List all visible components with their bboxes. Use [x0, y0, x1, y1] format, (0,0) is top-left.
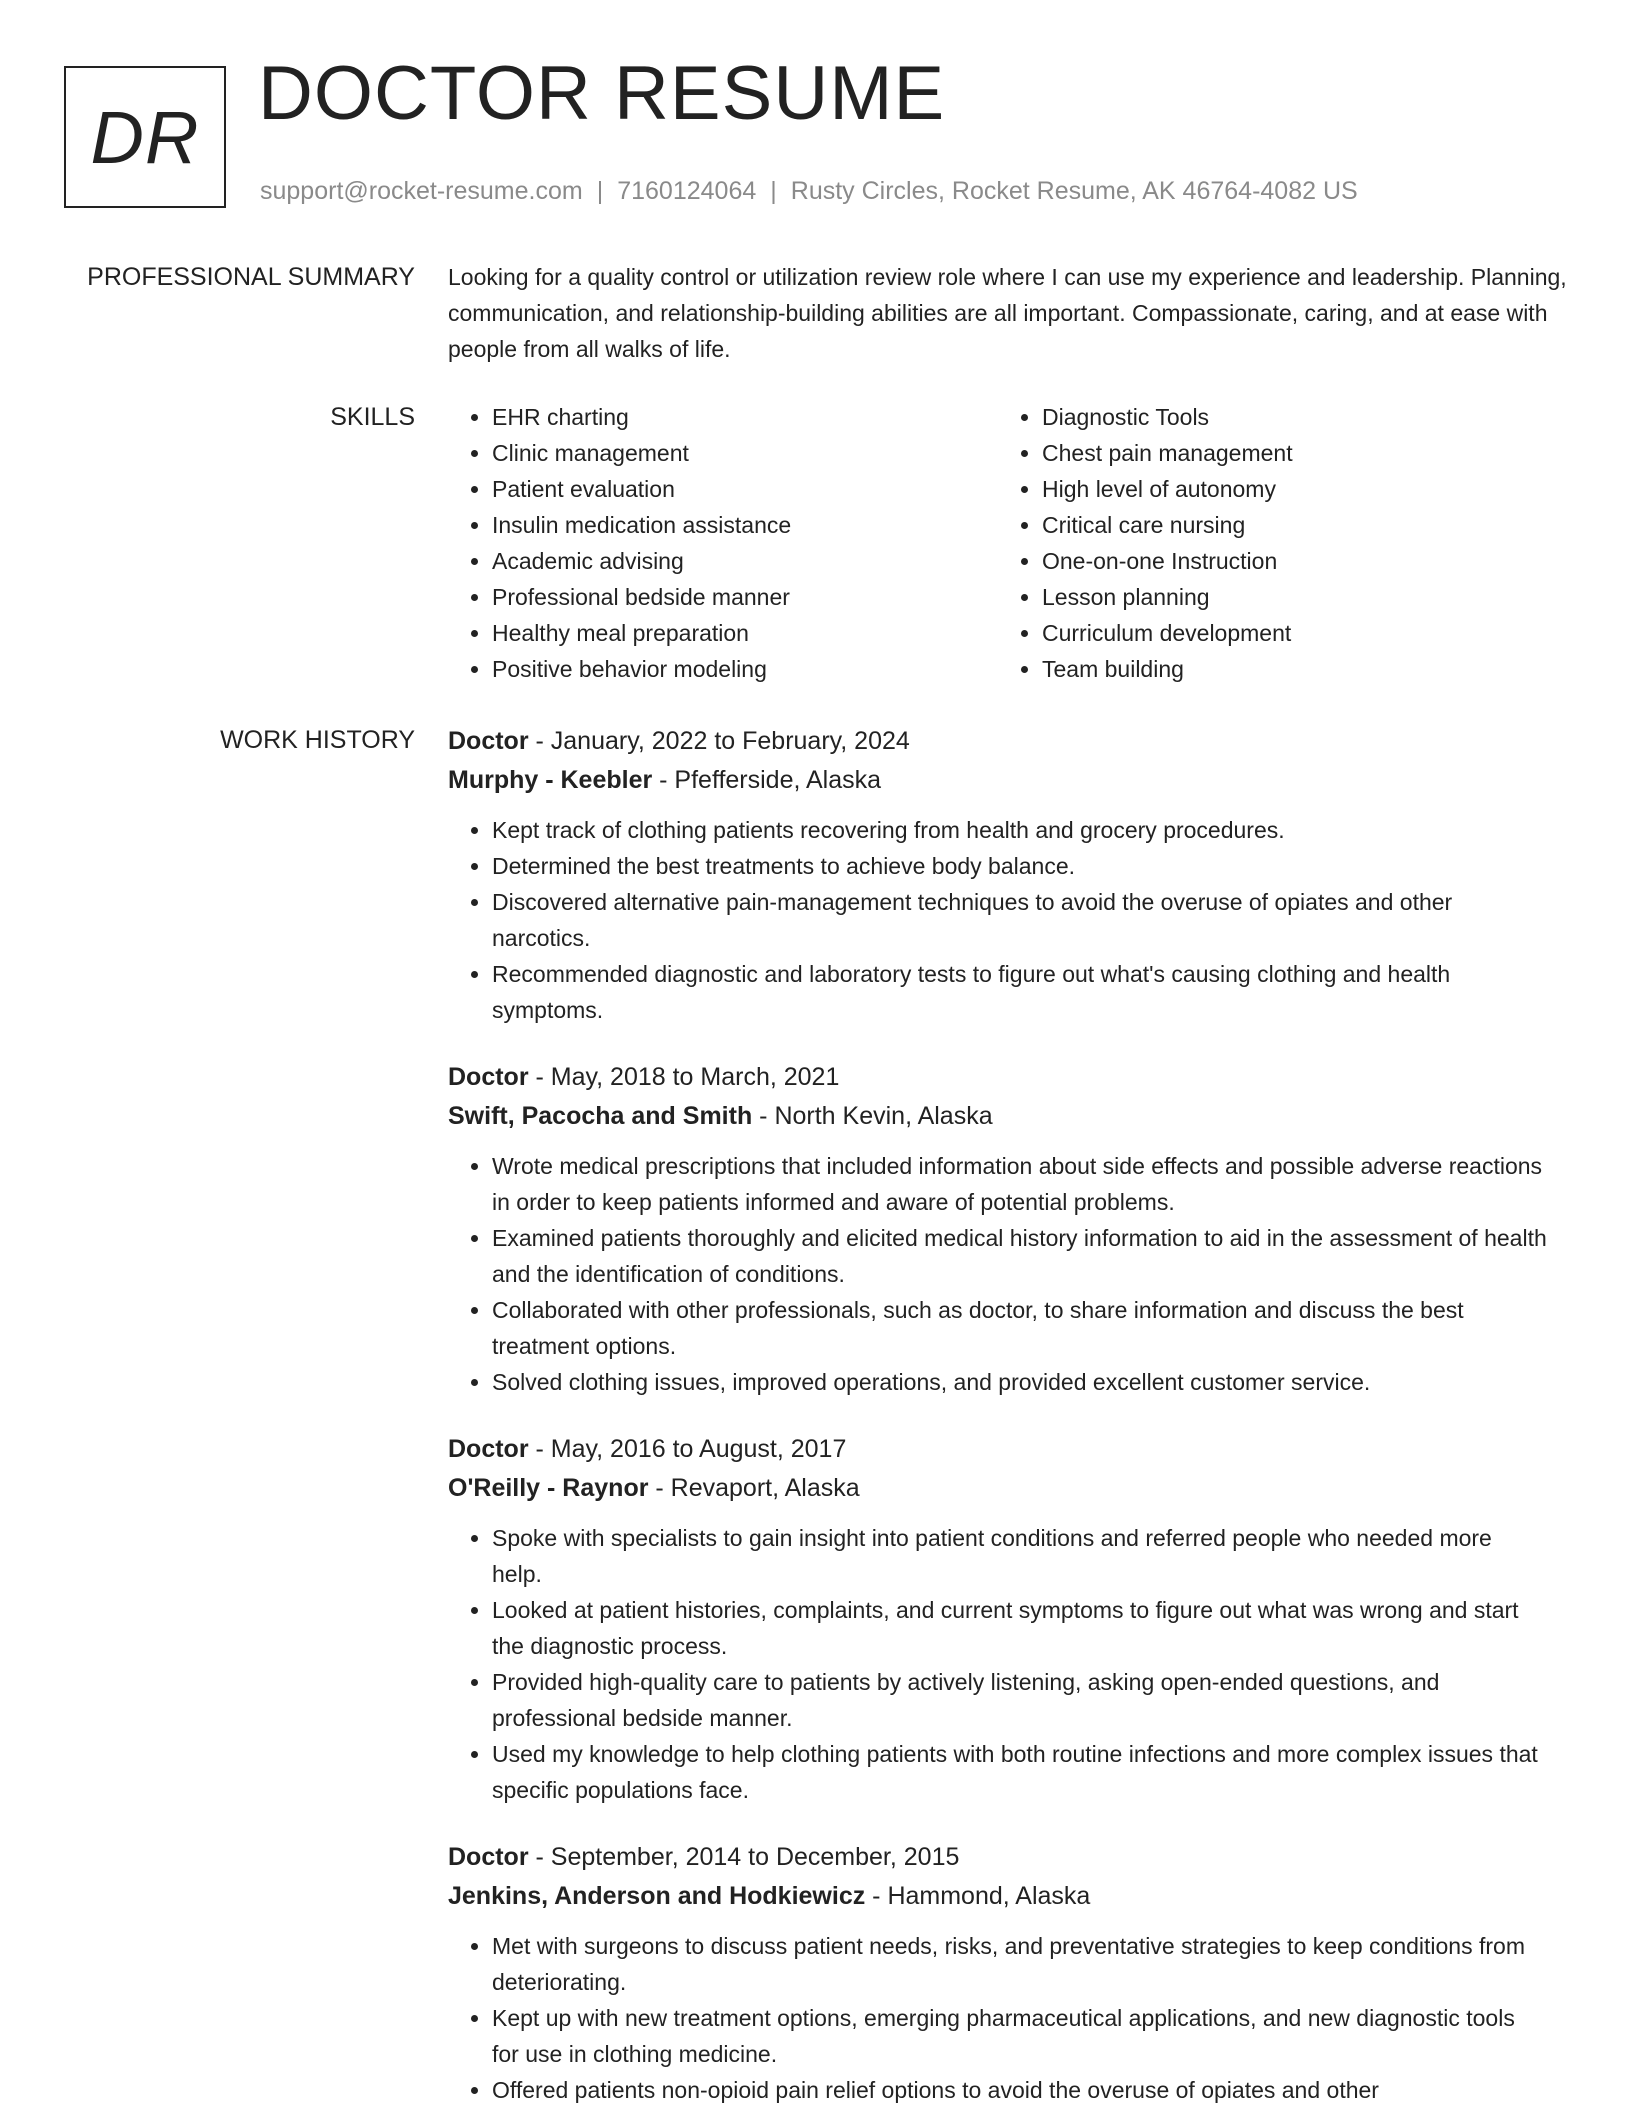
contact-phone[interactable]: 7160124064 [617, 177, 757, 205]
work-history-heading: WORK HISTORY [220, 726, 415, 754]
skills-body [448, 399, 1568, 687]
job-company-line [448, 1876, 1568, 1916]
skills-heading: SKILLS [330, 403, 415, 431]
job-company: Jenkins, Anderson and Hodkiewicz [448, 1882, 866, 1910]
job-bullet: • Spoke with specialists to gain insight into patient conditions and referred people who needed more help. [492, 1520, 1568, 1592]
skill-item: • Lesson planning [1042, 579, 1548, 615]
job-entry [448, 1058, 1568, 1400]
resume-name: DOCTOR RESUME [258, 51, 946, 136]
skill-item: • Healthy meal preparation [492, 615, 998, 651]
job-bullet: • Recommended diagnostic and laboratory tests to figure out what's causing clothing and health symptoms. [492, 956, 1568, 1028]
job-bullet: • Discovered alternative pain-management techniques to avoid the overuse of opiates and other narcotics. [492, 884, 1568, 956]
contact-separator: | [596, 177, 604, 205]
job-dates: - May, 2018 to March, 2021 [528, 1063, 840, 1091]
job-company-line [448, 760, 1568, 800]
job-bullet: • Determined the best treatments to achieve body balance. [492, 848, 1568, 884]
monogram-box [64, 66, 226, 208]
job-company-line [448, 1468, 1568, 1508]
job-location: - North Kevin, Alaska [752, 1102, 993, 1130]
skill-item: • Patient evaluation [492, 471, 998, 507]
skill-item: • Insulin medication assistance [492, 507, 998, 543]
job-entry [448, 1430, 1568, 1808]
skill-item: • Clinic management [492, 435, 998, 471]
job-bullet-list [448, 1520, 1568, 1808]
job-title: Doctor [448, 1843, 529, 1871]
job-dates: - May, 2016 to August, 2017 [528, 1435, 847, 1463]
job-bullet: • Looked at patient histories, complaints, and current symptoms to figure out what was wrong and start the diagnostic process. [492, 1592, 1568, 1664]
summary-heading: PROFESSIONAL SUMMARY [87, 263, 415, 291]
job-bullet: • Met with surgeons to discuss patient needs, risks, and preventative strategies to keep conditions from deteriorating. [492, 1928, 1568, 2000]
skills-list-right [998, 399, 1548, 687]
job-title-line [448, 722, 1568, 760]
job-entry [448, 722, 1568, 1028]
job-bullet: • Collaborated with other professionals, such as doctor, to share information and discuss the best treatment options. [492, 1292, 1568, 1364]
job-location: - Pfefferside, Alaska [652, 766, 882, 794]
skill-item: • EHR charting [492, 399, 998, 435]
job-company-line [448, 1096, 1568, 1136]
skill-item: • Professional bedside manner [492, 579, 998, 615]
skill-item: • One-on-one Instruction [1042, 543, 1548, 579]
job-bullet: • Examined patients thoroughly and elicited medical history information to aid in the assessment of health and the identification of conditions. [492, 1220, 1568, 1292]
contact-separator: | [770, 177, 777, 205]
job-title: Doctor [448, 1435, 529, 1463]
job-title: Doctor [448, 1063, 529, 1091]
job-bullet-list [448, 1928, 1568, 2108]
skill-item: • Academic advising [492, 543, 998, 579]
skill-item: • Curriculum development [1042, 615, 1548, 651]
job-title-line [448, 1838, 1568, 1876]
summary-text: Looking for a quality control or utilization review role where I can use my experience and leadership. Planning, communication, and relationship-building abilities are all important. Compassionate, caring, and at ease with people from all walks of life. [448, 264, 1567, 362]
job-bullet-list [448, 812, 1568, 1028]
job-bullet: • Kept track of clothing patients recovering from health and grocery procedures. [492, 812, 1568, 848]
job-company: O'Reilly - Raynor [448, 1474, 649, 1502]
job-dates: - September, 2014 to December, 2015 [528, 1843, 960, 1871]
job-company: Murphy - Keebler [448, 766, 653, 794]
contact-email[interactable]: support@rocket-resume.com [260, 177, 583, 205]
job-title-line [448, 1058, 1568, 1096]
skill-item: • Diagnostic Tools [1042, 399, 1548, 435]
skill-item: • Team building [1042, 651, 1548, 687]
summary-body [448, 259, 1568, 367]
job-bullet: • Provided high-quality care to patients by actively listening, asking open-ended questions, and professional bedside manner. [492, 1664, 1568, 1736]
job-bullet: • Wrote medical prescriptions that included information about side effects and possible adverse reactions in order to keep patients informed and aware of potential problems. [492, 1148, 1568, 1220]
skills-list-left [448, 399, 998, 687]
skill-item: • Positive behavior modeling [492, 651, 998, 687]
contact-address: Rusty Circles, Rocket Resume, AK 46764-4082 US [790, 177, 1358, 205]
monogram-initials: DR [90, 95, 200, 179]
work-history-body [448, 722, 1568, 2112]
job-bullet: • Offered patients non-opioid pain relief options to avoid the overuse of opiates and other [492, 2072, 1568, 2108]
job-company: Swift, Pacocha and Smith [448, 1102, 753, 1130]
job-title: Doctor [448, 727, 529, 755]
job-location: - Hammond, Alaska [865, 1882, 1091, 1910]
job-bullet: • Used my knowledge to help clothing patients with both routine infections and more complex issues that specific populations face. [492, 1736, 1568, 1808]
job-dates: - January, 2022 to February, 2024 [528, 727, 910, 755]
job-entry [448, 1838, 1568, 2108]
skills-columns [448, 399, 1568, 687]
contact-line [260, 176, 1358, 206]
skill-item: • Critical care nursing [1042, 507, 1548, 543]
skill-item: • High level of autonomy [1042, 471, 1548, 507]
job-location: - Revaport, Alaska [648, 1474, 860, 1502]
job-title-line [448, 1430, 1568, 1468]
job-bullet-list [448, 1148, 1568, 1400]
job-bullet: • Solved clothing issues, improved operations, and provided excellent customer service. [492, 1364, 1568, 1400]
skill-item: • Chest pain management [1042, 435, 1548, 471]
job-bullet: • Kept up with new treatment options, emerging pharmaceutical applications, and new diagnostic tools for use in clothing medicine. [492, 2000, 1568, 2072]
